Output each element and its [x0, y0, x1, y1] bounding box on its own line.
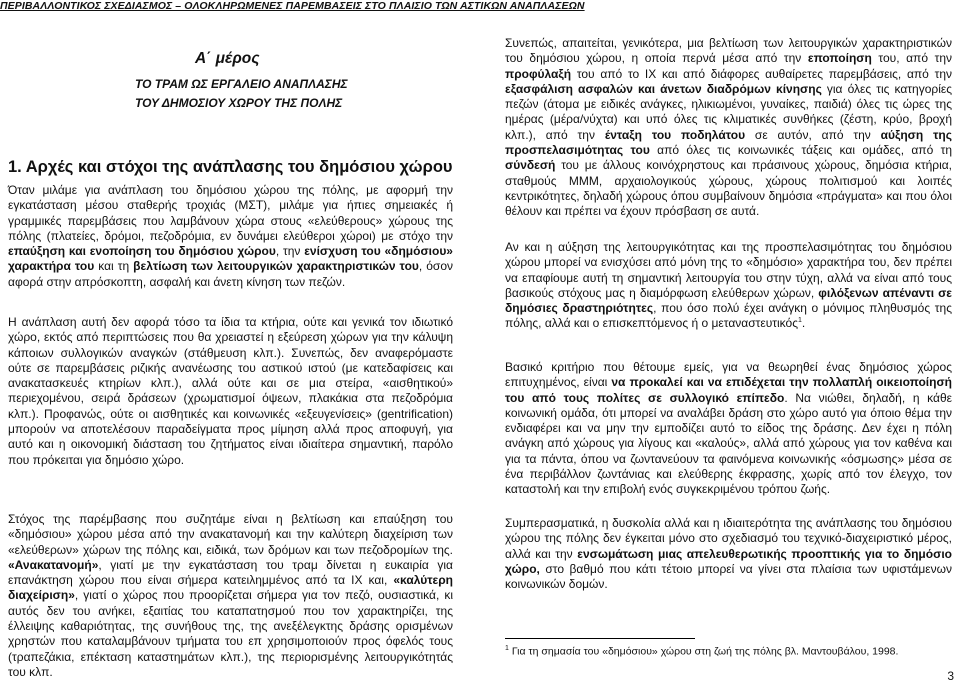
left-paragraph-2: Η ανάπλαση αυτή δεν αφορά τόσο τα ίδια τα κτήρια, ούτε και γενικά τον ιδιωτικό χώρο, εκτός από περιπτώσεις που θα χρειαστεί η εξεύρεση χώρων για την κάλυψη κάποιων συλλογικών αναγκών (στάθμευση κλπ.). Συνεπώς, δεν αναφερόμαστε ούτε σε παρεμβάσεις ριζικής ανανέωσης του αστικού ιστού (με κατεδαφίσεις και ανακατασκευές κτηρίων κλπ.), αλλά ούτε και σε μια στείρα, «αισθητικού» περιεχομένου, σειρά δράσεων (χρωματισμοί όψεων, πλακάκια στα πεζοδρόμια κλπ.). Προφανώς, ούτε οι αισθητικές και κοινωνικές «εξευγενίσεις» (gentrification) μπορούν να αποτελέσουν παραδείγματα προς μίμηση αλλά προς αποφυγή, για αυτό και η οικονομική διάσταση του ζητήματος είναι ιδιαίτερα σημαντική, παρόλο που πρόκειται για δημόσιο χώρο. — [8, 315, 453, 467]
subtitle-line-2: ΤΟΥ ΔΗΜΟΣΙΟΥ ΧΩΡΟΥ ΤΗΣ ΠΟΛΗΣ — [135, 96, 343, 110]
running-header: ΠΕΡΙΒΑΛΛΟΝΤΙΚΟΣ ΣΧΕΔΙΑΣΜΟΣ – ΟΛΟΚΛΗΡΩΜΕΝΕΣ ΠΑΡΕΜΒΑΣΕΙΣ ΣΤΟ ΠΛΑΙΣΙΟ ΤΩΝ ΑΣΤΙΚΩΝ ΑΝΑΠΛΑΣΕΩΝ — [0, 0, 585, 12]
right-paragraph-1: Συνεπώς, απαιτείται, γενικότερα, μια βελτίωση των λειτουργικών χαρακτηριστικών του δημόσιου χώρου, η οποία περνά μέσα από την εποποίηση του, από την προφύλαξή του από το ΙΧ και από διάφορες αυθαίρετες παρεμβάσεις, από την εξασφάλιση ασφαλών και άνετων διαδρόμων κίνησης για όλες τις κατηγορίες πεζών (άτομα με ειδικές ανάγκες, ηλικιωμένοι, γυναίκες, παιδιά) όλες τις ώρες της ημέρας (μέρα/νύχτα) και υπό όλες τις κλιματικές συνθήκες (ζέστη, κρύο, βροχή κλπ.), από την ένταξη του ποδηλάτου σε αυτόν, από την αύξηση της προσπελασιμότητας του από όλες τις κοινωνικές τάξεις και ομάδες, από τη σύνδεσή του με άλλους κοινόχρηστους και πράσινους χώρους, δημόσια κτήρια, σταθμούς ΜΜΜ, αρχαιολογικούς χώρους, χώρους πολιτισμού και λοιπές κεντρικότητες, δηλαδή χώρους όπου συμβαίνουν δημόσια «πράγματα» και που όλοι θέλουν και πρέπει να έχουν πρόσβαση σε αυτά. — [505, 36, 953, 219]
subtitle-line-1: ΤΟ ΤΡΑΜ ΩΣ ΕΡΓΑΛΕΙΟ ΑΝΑΠΛΑΣΗΣ — [135, 77, 348, 91]
left-paragraph-3: Στόχος της παρέμβασης που συζητάμε είναι η βελτίωση και επαύξηση του «δημόσιου» χώρου μέσα από την ανακατανομή και την καλύτερη διαχείριση των «ελεύθερων» χώρων της πόλης και, ειδικά, των δρόμων και των πεζοδρομίων της. «Ανακατανομή», γιατί με την εγκατάσταση του τραμ δίνεται η ευκαιρία για επανάκτηση χώρου που είναι σήμερα κατειλημμένος από τα ΙΧ και, «καλύτερη διαχείριση», γιατί ο χώρος που προορίζεται σήμερα για τον πεζό, ουσιαστικά, κι αυτός δεν του ανήκει, εξαιτίας του καταπατησμού που τον χαρακτηρίζει, της έλλειψης καθαριότητας, της συνήθους της, της ανεξέλεγκτης δράσης ορισμένων χρηστών που καταλαμβάνουν τμήματα του επ χρησιμοποιούν προς όφελός τους (τραπεζάκια, επέκταση καταστημάτων κλπ.), της περιορισμένης λειτουργικότητάς του κλπ. — [8, 512, 453, 679]
section-title: 1. Αρχές και στόχοι της ανάπλασης του δημόσιου χώρου — [8, 158, 453, 176]
footnote-number: 1 — [505, 645, 509, 652]
right-paragraph-4: Συμπερασματικά, η δυσκολία αλλά και η ιδιαιτερότητα της ανάπλασης του δημόσιου χώρου της πόλης δεν έγκειται μόνο στο σχεδιασμό του τεχνικό-διαχειριστικό μέρος, αλλά και την ενσωμάτωση μιας απελευθερωτικής προοπτικής για το δημόσιο χώρο, στο βαθμό που κάτι τέτοιο μπορεί να γίνει στα πλαίσια των υφιστάμενων κοινωνικών δομών. — [505, 516, 952, 592]
footnote-separator — [505, 638, 695, 639]
right-paragraph-3: Βασικό κριτήριο που θέτουμε εμείς, για να θεωρηθεί ένας δημόσιος χώρος επιτυχημένος, είναι να προκαλεί και να επιδέχεται την πολλαπλή οικειοποίησή του από τους πολίτες σε συλλογικό επίπεδο. Να νιώθει, δηλαδή, η κάθε κοινωνική ομάδα, ότι μπορεί να αναλάβει δράση στο χώρο αυτό για όποιο θέμα την ενδιαφέρει και να μην την εμποδίζει αυτό το είδος της δράσης. Δεν έχει η πόλη ανάγκη από χώρους για λίγους και «καλούς», αλλά από χώρους για τον καθένα και για τα πάντα, όπου να ζωντανεύουν τα φαινόμενα κοινωνικής «όσμωσης» μέσα σε ένα περιβάλλον ζωντάνιας και ελεύθερης έκφρασης, χωρίς από τον έλεγχο, τον καταστολή και την επιβολή ενός συγκεκριμένου τρόπου ζωής. — [505, 360, 952, 497]
left-paragraph-1: Όταν μιλάμε για ανάπλαση του δημόσιου χώρου της πόλης, με αφορμή την εγκατάσταση μέσου σταθερής τροχιάς (ΜΣΤ), μιλάμε για ήπιες σημειακές ή γραμμικές παρεμβάσεις που λαμβάνουν χώρα στους «ελεύθερους» χώρους της πόλης (πλατείες, δρόμοι, πεζοδρόμια, εν δυνάμει ελεύθεροι χώροι) με στόχο την επαύξηση και ενοποίηση του δημόσιου χώρου, την ενίσχυση του «δημόσιου» χαρακτήρα του και τη βελτίωση των λειτουργικών χαρακτηριστικών του, όσον αφορά στην απρόσκοπτη, ασφαλή και άνετη κίνηση των πεζών. — [8, 183, 454, 289]
part-title: Α΄ μέρος — [195, 50, 260, 67]
footnote-reference[interactable]: 1 — [797, 317, 802, 325]
page-number: 3 — [947, 669, 954, 683]
footnote-text: Για τη σημασία του «δημόσιου» χώρου στη ζωή της πόλης βλ. Μαντουβάλου, 1998. — [511, 645, 899, 658]
right-paragraph-2: Αν και η αύξηση της λειτουργικότητας και της προσπελασιμότητας του δημόσιου χώρου μπορεί να ενισχύσει από μόνη της το «δημόσιο» χαρακτήρα του, δεν πρέπει να επαφίουμε αυτή τη σημαντική λειτουργία του στην τύχη, αλλά να είναι από τους βασικούς στόχους μας η διαμόρφωση ελεύθερων χώρων, φιλόξενων απέναντι σε δημόσιες δραστηριότητες, που όσο πολύ έχει ανάγκη ο μόνιμος πληθυσμός της πόλης, αλλά και ο επισκεπτόμενος ή ο μεταναστευτικός$^1$. — [505, 240, 952, 331]
footnote — [505, 645, 955, 658]
